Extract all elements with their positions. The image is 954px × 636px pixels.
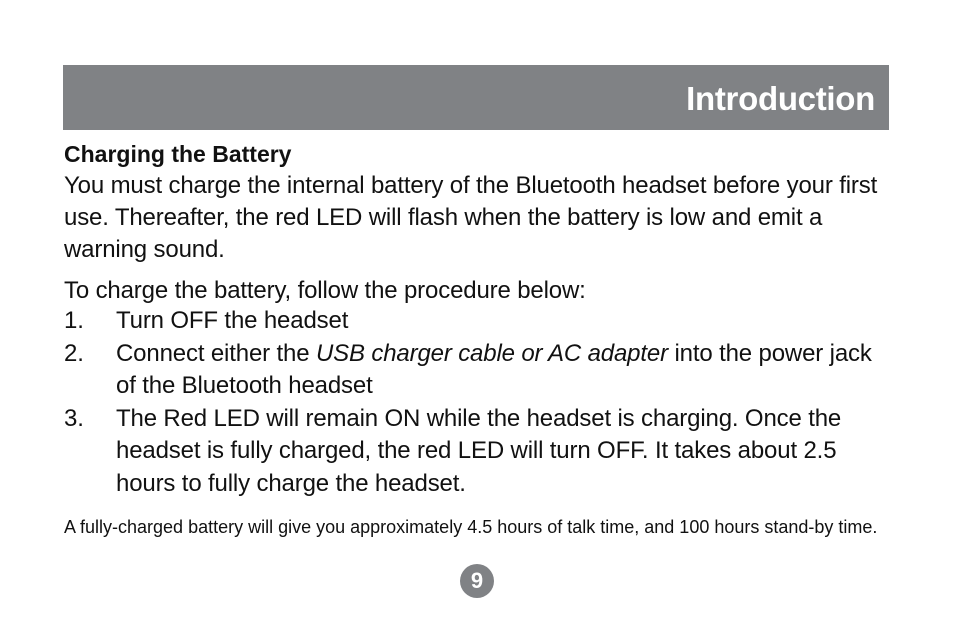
step-item bbox=[64, 305, 894, 338]
main-content bbox=[64, 140, 894, 559]
step-text: The Red LED will remain ON while the headset is charging. Once the headset is fully charged, the red LED will turn OFF. It takes about 2.5 hours to fully charge the headset. bbox=[116, 404, 842, 497]
step-text-after: into the power jack of the Bluetooth headset bbox=[116, 339, 872, 399]
step-item bbox=[64, 403, 894, 501]
step-text-before: Connect either the bbox=[116, 339, 316, 367]
step-number: 3. bbox=[64, 404, 84, 432]
step-number: 2. bbox=[64, 339, 84, 367]
battery-note: A fully-charged battery will give you approximately 4.5 hours of talk time, and 100 hours stand-by time. bbox=[64, 517, 878, 537]
intro-paragraph: You must charge the internal battery of the Bluetooth headset before your first use. Thereafter, the red LED will flash when the battery is low and emit a warning sound. bbox=[64, 172, 878, 263]
procedure-steps bbox=[64, 305, 894, 500]
step-text: Turn OFF the headset bbox=[116, 307, 349, 334]
page-title: Introduction bbox=[686, 80, 875, 117]
step-text bbox=[116, 340, 872, 400]
page-number-badge: 9 bbox=[460, 564, 494, 598]
step-item bbox=[64, 338, 894, 403]
step-text-italic: USB charger cable or AC adapter bbox=[315, 339, 668, 367]
section-header-bar bbox=[63, 65, 889, 130]
step-number: 1. bbox=[64, 307, 84, 334]
section-heading: Charging the Battery bbox=[64, 141, 292, 167]
procedure-lead: To charge the battery, follow the procedure below: bbox=[64, 277, 586, 304]
